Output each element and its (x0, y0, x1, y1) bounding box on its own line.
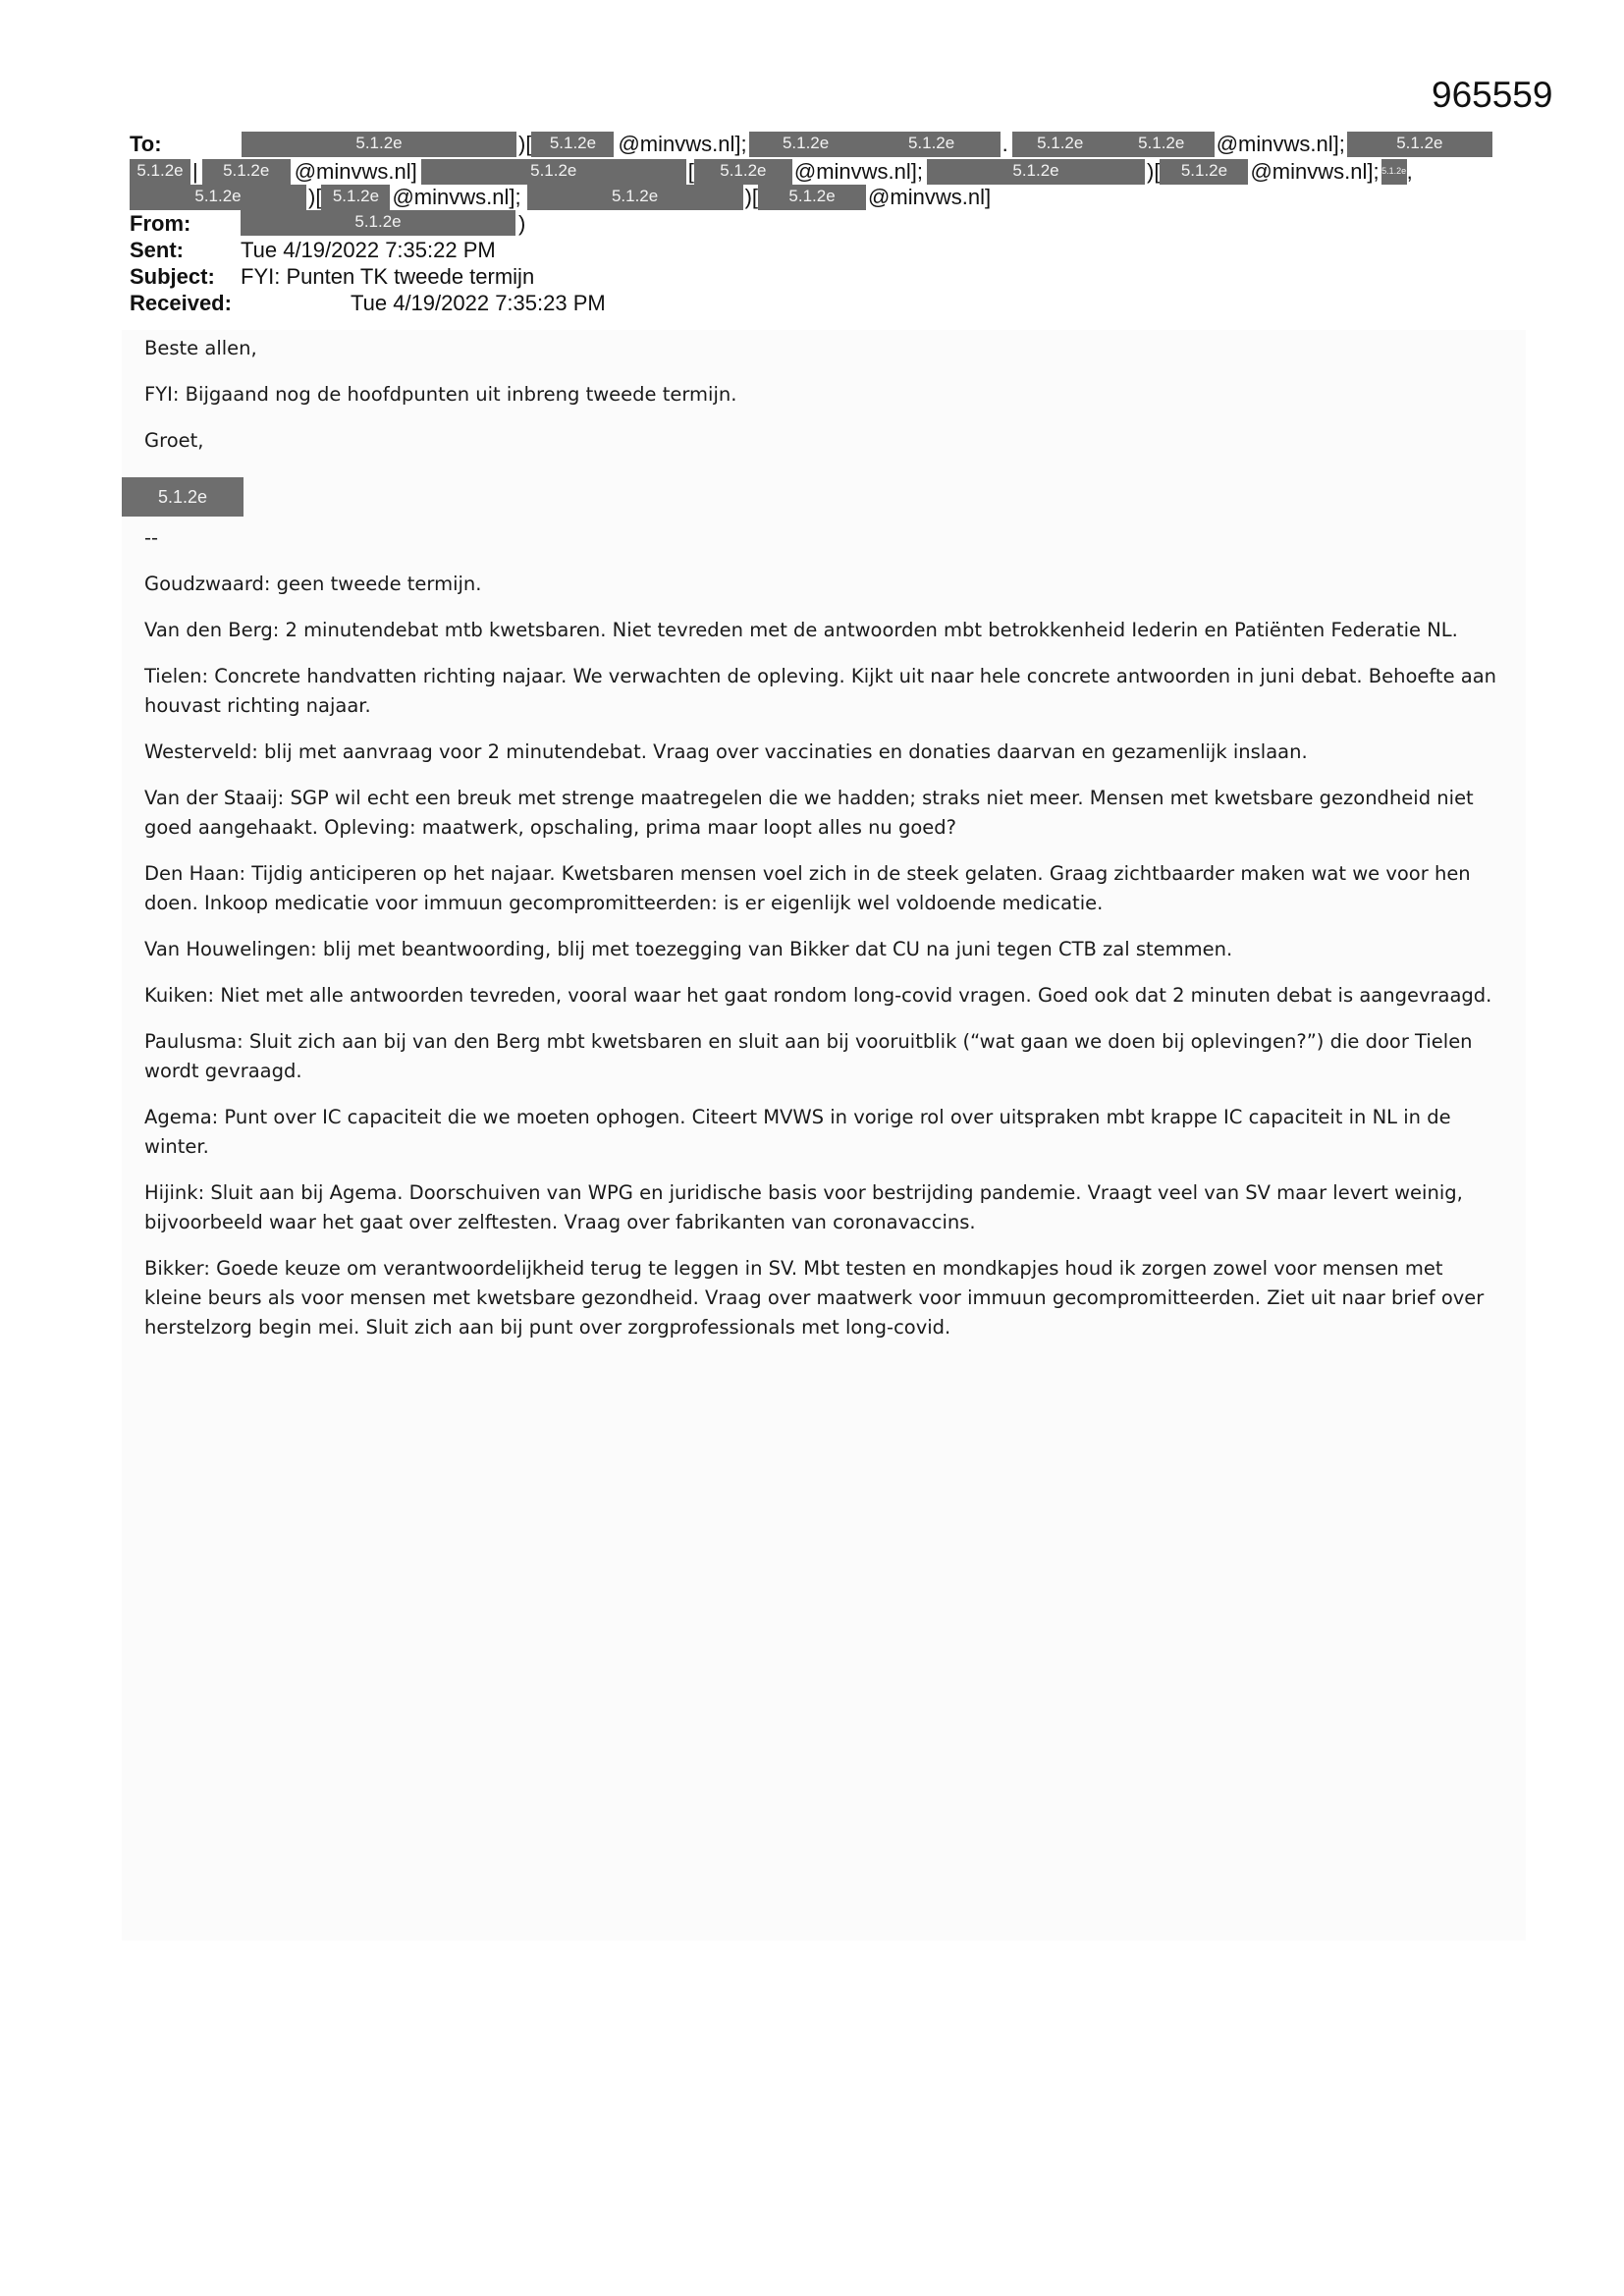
redaction-box: 5.1.2e (1160, 159, 1248, 185)
sent-label: Sent: (130, 238, 184, 262)
redaction-box: 5.1.2e (321, 185, 390, 210)
from-label: From: (130, 211, 191, 236)
to-fragment: [ (687, 159, 694, 184)
paragraph: Van Houwelingen: blij met beantwoording, blij met toezegging van Bikker dat CU na juni tegen CTB zal stemmen. (144, 938, 1233, 960)
signature-redaction: 5.1.2e (122, 477, 244, 517)
redaction-box: 5.1.2e (202, 159, 291, 185)
redaction-box: 5.1.2e (927, 159, 1145, 185)
to-fragment: @minvws.nl]; (392, 185, 521, 209)
redaction-box: 5.1.2e (527, 185, 743, 210)
to-fragment: )[ (518, 132, 532, 156)
paragraph: Westerveld: blij met aanvraag voor 2 minutendebat. Vraag over vaccinaties en donaties daarvan en gezamenlijk inslaan. (144, 740, 1308, 763)
to-label: To: (130, 132, 162, 156)
redaction-box: 5.1.2e (531, 132, 614, 157)
redaction-box: 5.1.2e (421, 159, 686, 185)
to-fragment: , (1406, 159, 1413, 184)
from-fragment: ) (518, 211, 526, 236)
redaction-box: 5.1.2e (241, 210, 515, 236)
paragraph: Kuiken: Niet met alle antwoorden tevreden, vooral waar het gaat rondom long-covid vragen. Goed ook dat 2 minuten debat is aangevraagd. (144, 984, 1492, 1007)
signature-spacer (144, 472, 1499, 512)
redaction-box: 5.1.2e (1381, 159, 1407, 185)
to-line-1 (130, 132, 1506, 158)
redaction-box: 5.1.2e (1109, 132, 1215, 157)
to-line-3 (130, 185, 1506, 211)
closing: Groet, (144, 429, 204, 452)
to-fragment: )[ (744, 185, 759, 209)
redaction-box: 5.1.2e (863, 132, 1001, 157)
paragraph: Van der Staaij: SGP wil echt een breuk met strenge maatregelen die we hadden; straks niet meer. Mensen met kwetsbare gezondheid niet goed aangehaakt. Opleving: maatwerk, opschaling, prima maar loopt alles nu goed? (144, 787, 1474, 839)
to-fragment: @minvws.nl] (868, 185, 992, 209)
document-number: 965559 (1432, 75, 1553, 115)
paragraph: Goudzwaard: geen tweede termijn. (144, 573, 482, 595)
redaction-box: 5.1.2e (242, 132, 516, 157)
paragraph: Van den Berg: 2 minutendebat mtb kwetsbaren. Niet tevreden met de antwoorden mbt betrokkenheid Iederin en Patiënten Federatie NL. (144, 619, 1458, 641)
to-fragment: @minvws.nl]; (793, 159, 924, 184)
redaction-box: 5.1.2e (1347, 132, 1492, 157)
received-value: Tue 4/19/2022 7:35:23 PM (351, 291, 606, 315)
greeting: Beste allen, (144, 337, 257, 359)
redaction-box: 5.1.2e (694, 159, 792, 185)
paragraph: Agema: Punt over IC capaciteit die we moeten ophogen. Citeert MVWS in vorige rol over uitspraken mbt krappe IC capaciteit in NL in de winter. (144, 1106, 1451, 1158)
sent-value: Tue 4/19/2022 7:35:22 PM (241, 238, 496, 262)
to-fragment: . (1001, 132, 1008, 156)
to-fragment: @minvws.nl]; (618, 132, 747, 156)
to-line-2 (130, 159, 1506, 186)
to-fragment: )[ (308, 185, 322, 209)
from-row (130, 210, 719, 237)
to-fragment: @minvws.nl]; (1250, 159, 1380, 184)
subject-value: FYI: Punten TK tweede termijn (241, 264, 535, 289)
redaction-box: 5.1.2e (749, 132, 863, 157)
to-fragment: )[ (1147, 159, 1161, 184)
redaction-box: 5.1.2e (1012, 132, 1109, 157)
redaction-box: 5.1.2e (130, 185, 306, 210)
separator: -- (144, 526, 159, 549)
redaction-box: 5.1.2e (758, 185, 866, 210)
paragraph: Paulusma: Sluit zich aan bij van den Berg mbt kwetsbaren en sluit aan bij vooruitblik (“wat gaan we doen bij oplevingen?”) die door Tielen wordt gevraagd. (144, 1030, 1473, 1082)
redaction-box: 5.1.2e (130, 159, 190, 185)
subject-row (130, 263, 719, 290)
to-fragment: @minvws.nl] (294, 159, 417, 184)
paragraph: Tielen: Concrete handvatten richting najaar. We verwachten de opleving. Kijkt uit naar hele concrete antwoorden in juni debat. Behoefte aan houvast richting najaar. (144, 665, 1497, 717)
email-body (144, 334, 1499, 1359)
sent-row (130, 237, 719, 263)
intro: FYI: Bijgaand nog de hoofdpunten uit inbreng tweede termijn. (144, 383, 737, 406)
to-fragment: | (192, 159, 198, 184)
paragraph: Bikker: Goede keuze om verantwoordelijkheid terug te leggen in SV. Mbt testen en mondkapjes houd ik zorgen zowel voor mensen met kleine beurs als voor mensen met kwetsbare gezondheid. Vraag over maatwerk voor immuun gecompromitteerden. Ziet uit naar brief over herstelzorg begin mei. Sluit zich aan bij punt over zorgprofessionals met long-covid. (144, 1257, 1485, 1339)
subject-label: Subject: (130, 264, 215, 289)
paragraph: Den Haan: Tijdig anticiperen op het najaar. Kwetsbaren mensen voel zich in de steek gelaten. Graag zichtbaarder maken wat we voor hen doen. Inkoop medicatie voor immuun gecompromitteerden: is er eigenlijk wel voldoende medicatie. (144, 862, 1471, 914)
received-row (130, 290, 719, 316)
to-fragment: @minvws.nl]; (1216, 132, 1345, 156)
paragraph: Hijink: Sluit aan bij Agema. Doorschuiven van WPG en juridische basis voor bestrijding pandemie. Vraagt veel van SV maar levert weinig, bijvoorbeeld waar het gaat over zelftesten. Vraag over fabrikanten van coronavaccins. (144, 1181, 1463, 1233)
received-label: Received: (130, 291, 232, 315)
